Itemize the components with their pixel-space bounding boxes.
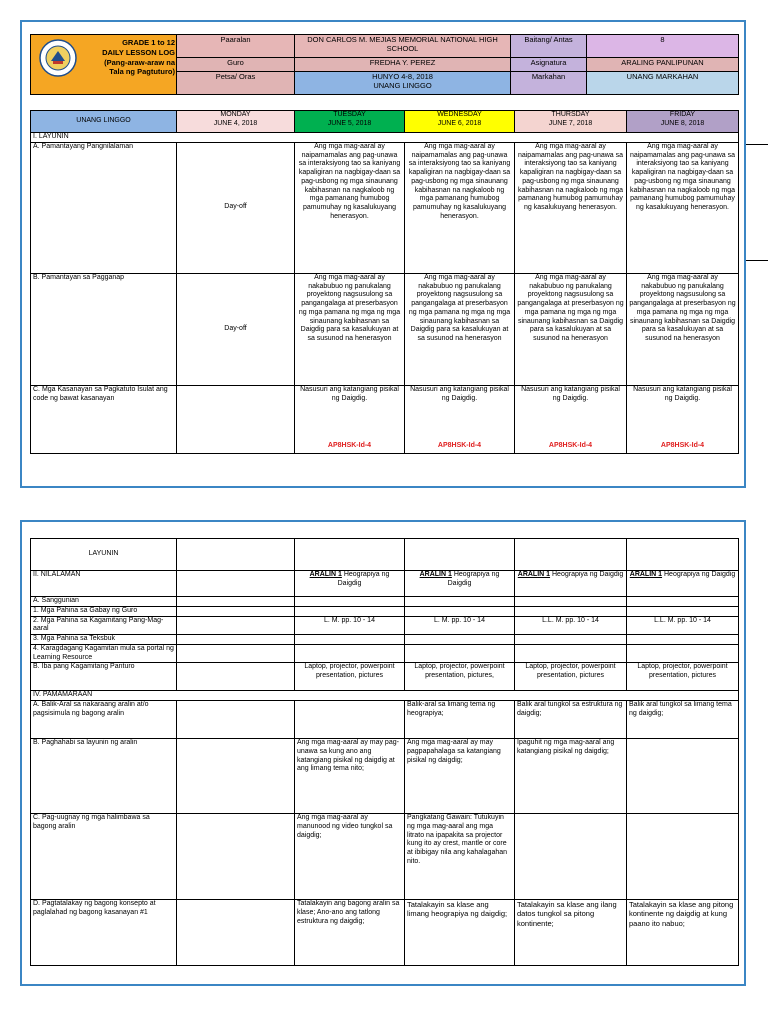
row-label-paghahabi: B. Paghahabi sa layunin ng aralin <box>31 739 177 814</box>
blank-cell <box>177 900 295 966</box>
title-line-1: GRADE 1 to 12 <box>122 38 175 47</box>
markahan-label: Markahan <box>511 72 587 95</box>
aralin-tuesday: ARALIN 1 Heograpiya ng Daigdig <box>295 571 405 597</box>
section-pamamaraan: IV. PAMAMARAAN <box>31 691 739 701</box>
blank-cell <box>295 539 405 571</box>
pagtatalakay-thursday: Tatalakayin sa klase ang ilang datos tungkol sa pitong kontinente; <box>515 900 627 966</box>
blank-cell <box>627 597 739 607</box>
day-friday: FRIDAY JUNE 8, 2018 <box>627 111 739 133</box>
blank-cell <box>177 616 295 635</box>
pagganap-tuesday: Ang mga mag-aaral ay nakabubuo ng panukalang proyektong nagsusulong sa pangangalaga at preserbasyon ng mga pamana ng mga ng mga sinaunang kabihasnan sa Daigdig para sa kasalukuyan at sa susunod na henerasyon <box>295 273 405 385</box>
blank-cell <box>177 635 295 645</box>
margin-mark-1 <box>746 144 768 145</box>
row-label-pagganap: B. Pamantayan sa Pagganap <box>31 273 177 385</box>
pangnilalaman-friday: Ang mga mag-aaral ay naipamamalas ang pag-unawa sa interaksiyong tao sa kaniyang kapaligiran na nagbigay-daan sa pag-usbong ng mga sinaunang kabihasnan na nagkaloob ng mga pamanang humubog pamumuhay ng kasalukuyang henerasyon. <box>627 142 739 273</box>
paghahabi-tuesday: Ang mga mag-aaral ay may pag-unawa sa kung ano ang katangiang pisikal ng daigdig at ang limang tema nito; <box>295 739 405 814</box>
blank-cell <box>295 606 405 616</box>
row-label-nilalaman: II. NILALAMAN <box>31 571 177 597</box>
iba-thursday: Laptop, projector, powerpoint presentation, pictures <box>515 663 627 691</box>
kasanayan-thursday: Nasusuri ang katangiang pisikal ng Daigdig. AP8HSK-Id-4 <box>515 385 627 453</box>
km-thursday: L.L. M. pp. 10 - 14 <box>515 616 627 635</box>
blank-cell <box>627 606 739 616</box>
row-label-gabay: 1. Mga Pahina sa Gabay ng Guro <box>31 606 177 616</box>
pag-ugnay-friday <box>627 814 739 900</box>
km-tuesday: L. M. pp. 10 - 14 <box>295 616 405 635</box>
km-friday: L.L. M. pp. 10 - 14 <box>627 616 739 635</box>
balik-wednesday: Balik-aral sa limang tema ng heograpiya; <box>405 701 515 739</box>
aralin-friday: ARALIN 1 Heograpiya ng Daigdig <box>627 571 739 597</box>
blank-cell <box>177 597 295 607</box>
baitang-value: 8 <box>587 35 739 58</box>
guro-label: Guro <box>177 58 295 72</box>
title-line-2: DAILY LESSON LOG <box>102 47 175 57</box>
day-thursday: THURSDAY JUNE 7, 2018 <box>515 111 627 133</box>
row-label-pangnilalaman: A. Pamantayang Pangnilalaman <box>31 142 177 273</box>
blank-cell <box>177 739 295 814</box>
layunin-header: LAYUNIN <box>31 539 177 571</box>
blank-cell <box>177 701 295 739</box>
asignatura-label: Asignatura <box>511 58 587 72</box>
row-label-balik-aral: A. Balik-Aral sa nakaraang aralin at/o pagsisimula ng bagong aralin <box>31 701 177 739</box>
blank-cell <box>295 597 405 607</box>
row-label-iba-pang-kagamitan: B. Iba pang Kagamitang Panturo <box>31 663 177 691</box>
pagganap-wednesday: Ang mga mag-aaral ay nakabubuo ng panukalang proyektong nagsusulong sa pangangalaga at preserbasyon ng mga pamana ng mga ng mga sinaunang kabihasnan sa Daigdig para sa kasalukuyan at sa susunod na henerasyon <box>405 273 515 385</box>
nilalaman-table <box>30 538 739 966</box>
pangnilalaman-wednesday: Ang mga mag-aaral ay naipamamalas ang pag-unawa sa interaksiyong tao sa kaniyang kapaligiran na nagbigay-daan sa pag-usbong ng mga sinaunang kabihasnan na nagkaloob ng mga pamanang humubog pamumuhay ng kasalukuyang henerasyon. <box>405 142 515 273</box>
blank-cell <box>405 597 515 607</box>
blank-cell <box>627 644 739 663</box>
iba-wednesday: Laptop, projector, powerpoint presentation, pictures, <box>405 663 515 691</box>
row-label-sanggunian: A. Sanggunian <box>31 597 177 607</box>
blank-cell <box>515 597 627 607</box>
balik-friday: Balik aral tungkol sa limang tema ng daigdig; <box>627 701 739 739</box>
blank-cell <box>405 644 515 663</box>
blank-cell <box>405 539 515 571</box>
day-monday: MONDAY JUNE 4, 2018 <box>177 111 295 133</box>
code-thursday: AP8HSK-Id-4 <box>548 442 593 449</box>
iba-friday: Laptop, projector, powerpoint presentation, pictures <box>627 663 739 691</box>
km-wednesday: L. M. pp. 10 - 14 <box>405 616 515 635</box>
kasanayan-friday: Nasusuri ang katangiang pisikal ng Daigdig. AP8HSK-Id-4 <box>627 385 739 453</box>
blank-cell <box>177 571 295 597</box>
monday-kasanayan <box>177 385 295 453</box>
blank-cell <box>627 635 739 645</box>
layunin-table <box>30 110 739 454</box>
blank-cell <box>515 635 627 645</box>
blank-cell <box>515 644 627 663</box>
pag-ugnay-thursday <box>515 814 627 900</box>
blank-cell <box>295 635 405 645</box>
blank-cell <box>515 606 627 616</box>
blank-cell <box>627 539 739 571</box>
lesson-log-page-1 <box>20 20 746 488</box>
row-label-learning-resource: 4. Karagdagang Kagamitan mula sa portal ng Learning Resource <box>31 644 177 663</box>
code-tuesday: AP8HSK-Id-4 <box>327 442 372 449</box>
title-line-4: Tala ng Pagtuturo) <box>109 67 175 77</box>
pag-ugnay-wednesday: Pangkatang Gawain: Tutukuyin ng mga mag-aaral ang mga litrato na ipapakita sa projector kung ito ay crest, mantle or core at ibibigay nila ang kahalagahan nito. <box>405 814 515 900</box>
aralin-thursday: ARALIN 1 Heograpiya ng Daigdig <box>515 571 627 597</box>
paghahabi-wednesday: Ang mga mag-aaral ay may pagpapahalaga sa katangiang pisikal ng daigdig; <box>405 739 515 814</box>
title-line-3: (Pang-araw-araw na <box>104 57 175 67</box>
row-label-pag-uugnay: C. Pag-uugnay ng mga halimbawa sa bagong aralin <box>31 814 177 900</box>
row-label-kasanayan: C. Mga Kasanayan sa Pagkatuto Isulat ang code ng bawat kasanayan <box>31 385 177 453</box>
blank-cell <box>295 644 405 663</box>
petsa-label: Petsa/ Oras <box>177 72 295 95</box>
pagganap-thursday: Ang mga mag-aaral ay nakabubuo ng panukalang proyektong nagsusulong sa pangangalaga at preserbasyon ng mga pamana ng mga ng mga sinaunang kabihasnan sa Daigdig para sa kasalukuyan at sa susunod na henerasyon <box>515 273 627 385</box>
day-wednesday: WEDNESDAY JUNE 6, 2018 <box>405 111 515 133</box>
iba-tuesday: Laptop, projector, powerpoint presentation, pictures <box>295 663 405 691</box>
pagganap-friday: Ang mga mag-aaral ay nakabubuo ng panukalang proyektong nagsusulong sa pangangalaga at preserbasyon ng mga pamana ng mga ng mga sinaunang kabihasnan sa Daigdig para sa kasalukuyan at sa susunod na henerasyon <box>627 273 739 385</box>
aralin-wednesday: ARALIN 1 Heograpiya ng Daigdig <box>405 571 515 597</box>
paghahabi-thursday: Ipaguhit ng mga mag-aaral ang katangiang pisikal ng daigdig; <box>515 739 627 814</box>
blank-cell <box>177 539 295 571</box>
deped-seal-icon <box>35 38 81 78</box>
day-tuesday: TUESDAY JUNE 5, 2018 <box>295 111 405 133</box>
week-label: UNANG LINGGO <box>31 111 177 133</box>
paaralan-label: Paaralan <box>177 35 295 58</box>
row-label-kagamitan: 2. Mga Pahina sa Kagamitang Pang-Mag-aaral <box>31 616 177 635</box>
title-cell <box>31 35 177 95</box>
pagtatalakay-tuesday: Tatalakayin ang bagong aralin sa klase; Ano-ano ang tatlong estruktura ng daigdig; <box>295 900 405 966</box>
monday-dayoff-b: Day-off <box>177 273 295 385</box>
blank-cell <box>177 606 295 616</box>
balik-tuesday <box>295 701 405 739</box>
monday-dayoff-a: Day-off <box>177 142 295 273</box>
baitang-label: Baitang/ Antas <box>511 35 587 58</box>
paaralan-value: DON CARLOS M. MEJIAS MEMORIAL NATIONAL HIGH SCHOOL <box>295 35 511 58</box>
asignatura-value: ARALING PANLIPUNAN <box>587 58 739 72</box>
row-label-teksbuk: 3. Mga Pahina sa Teksbuk <box>31 635 177 645</box>
kasanayan-tuesday: Nasusuri ang katangiang pisikal ng Daigdig. AP8HSK-Id-4 <box>295 385 405 453</box>
header-table <box>30 34 739 95</box>
pagtatalakay-wednesday: Tatalakayin sa klase ang limang heograpiya ng daigdig; <box>405 900 515 966</box>
lesson-log-page-2 <box>20 520 746 986</box>
margin-mark-2 <box>746 260 768 261</box>
guro-value: FREDHA Y. PEREZ <box>295 58 511 72</box>
pangnilalaman-tuesday: Ang mga mag-aaral ay naipamamalas ang pag-unawa sa interaksiyong tao sa kaniyang kapaligiran na nagbigay-daan sa pag-usbong ng mga sinaunang kabihasnan na nagkaloob ng mga pamanang humubog pamumuhay ng kasalukuyang henerasyon. <box>295 142 405 273</box>
pag-ugnay-tuesday: Ang mga mag-aaral ay manunood ng video tungkol sa daigdig; <box>295 814 405 900</box>
blank-cell <box>515 539 627 571</box>
blank-cell <box>177 644 295 663</box>
markahan-value: UNANG MARKAHAN <box>587 72 739 95</box>
petsa-value: HUNYO 4-8, 2018 UNANG LINGGO <box>295 72 511 95</box>
balik-thursday: Balik aral tungkol sa estruktura ng daigdig; <box>515 701 627 739</box>
pangnilalaman-thursday: Ang mga mag-aaral ay naipamamalas ang pag-unawa sa interaksiyong tao sa kaniyang kapaligiran na nagbigay-daan sa pag-usbong ng mga sinaunang kabihasnan na nagkaloob ng mga pamanang humubog pamumuhay ng kasalukuyang henerasyon. <box>515 142 627 273</box>
blank-cell <box>177 814 295 900</box>
blank-cell <box>405 606 515 616</box>
row-label-pagtatalakay: D. Pagtatalakay ng bagong konsepto at paglalahad ng bagong kasanayan #1 <box>31 900 177 966</box>
section-layunin: I. LAYUNIN <box>31 133 739 143</box>
blank-cell <box>405 635 515 645</box>
paghahabi-friday <box>627 739 739 814</box>
code-friday: AP8HSK-Id-4 <box>660 442 705 449</box>
blank-cell <box>177 663 295 691</box>
pagtatalakay-friday: Tatalakayin sa klase ang pitong kontinente ng daigdig at kung paano ito nabuo; <box>627 900 739 966</box>
code-wednesday: AP8HSK-Id-4 <box>437 442 482 449</box>
kasanayan-wednesday: Nasusuri ang katangiang pisikal ng Daigdig. AP8HSK-Id-4 <box>405 385 515 453</box>
